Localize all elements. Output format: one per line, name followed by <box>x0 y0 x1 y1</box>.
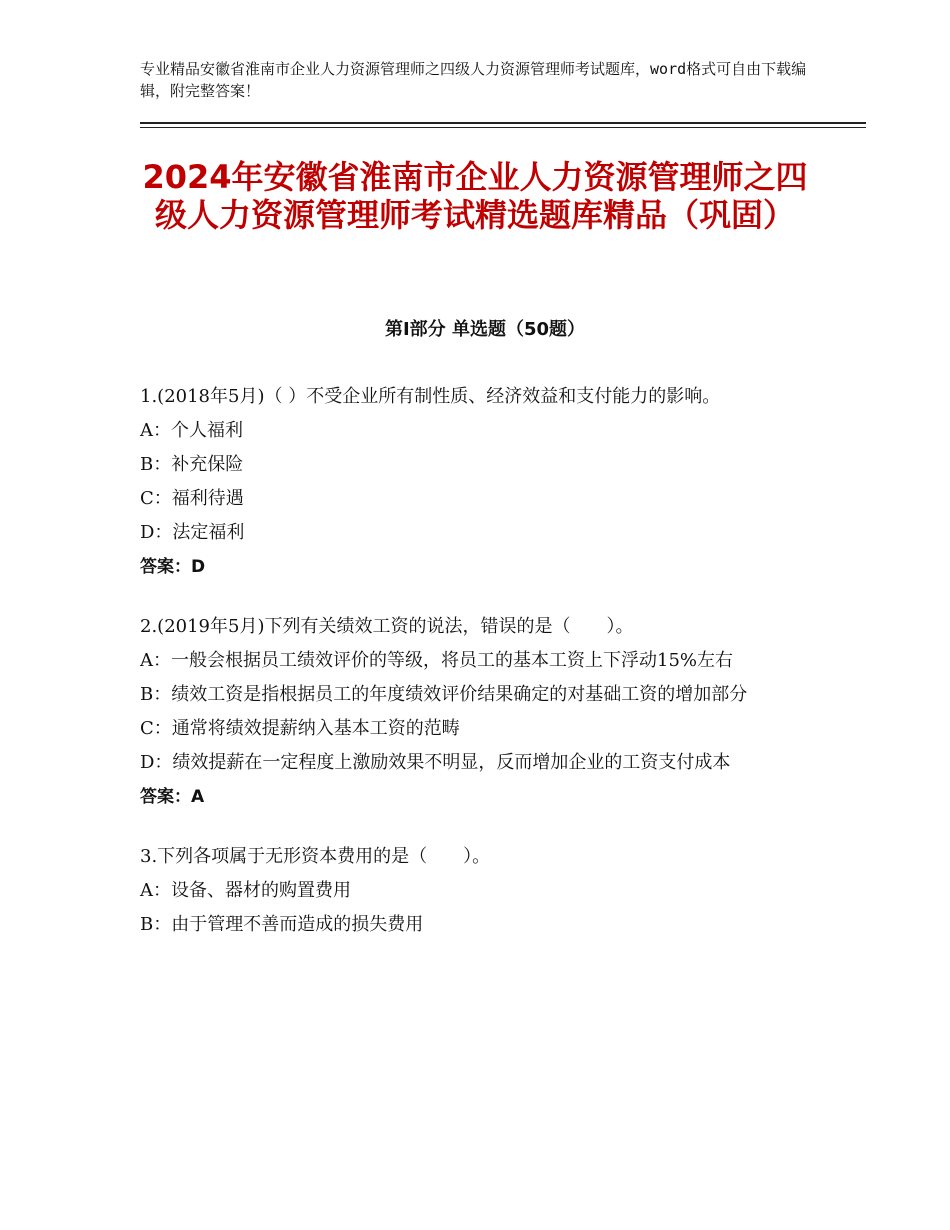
option-a: A：设备、器材的购置费用 <box>140 880 351 901</box>
question-text: 3.下列各项属于无形资本费用的是（ ）。 <box>140 846 491 867</box>
header-note: 专业精品安徽省淮南市企业人力资源管理师之四级人力资源管理师考试题库，word格式可自由下载编辑，附完整答案！ <box>140 60 807 100</box>
header-divider-thick <box>140 122 866 124</box>
option-a: A：一般会根据员工绩效评价的等级，将员工的基本工资上下浮动15%左右 <box>140 650 734 671</box>
section-heading: 第Ⅰ部分 单选题（50题） <box>384 319 585 340</box>
question-text: 2.(2019年5月)下列有关绩效工资的说法，错误的是（ ）。 <box>140 616 634 637</box>
answer: 答案：A <box>140 787 205 807</box>
option-c: C：通常将绩效提薪纳入基本工资的范畴 <box>140 718 460 739</box>
option-c: C：福利待遇 <box>140 488 244 509</box>
question-1 <box>140 380 812 584</box>
question-list <box>140 380 812 968</box>
document-title: 2024年安徽省淮南市企业人力资源管理师之四级人力资源管理师考试精选题库精品（巩固） <box>142 158 808 234</box>
option-a: A：个人福利 <box>140 420 243 441</box>
option-d: D：法定福利 <box>140 522 245 543</box>
option-b: B：补充保险 <box>140 454 244 475</box>
option-d: D：绩效提薪在一定程度上激励效果不明显，反而增加企业的工资支付成本 <box>140 752 731 773</box>
header-divider-thin <box>140 127 866 128</box>
question-text: 1.(2018年5月)（ ）不受企业所有制性质、经济效益和支付能力的影响。 <box>140 386 721 407</box>
question-3 <box>140 840 812 942</box>
option-b: B：由于管理不善而造成的损失费用 <box>140 914 424 935</box>
option-b: B：绩效工资是指根据员工的年度绩效评价结果确定的对基础工资的增加部分 <box>140 684 748 705</box>
question-2 <box>140 610 812 814</box>
answer: 答案：D <box>140 557 206 577</box>
